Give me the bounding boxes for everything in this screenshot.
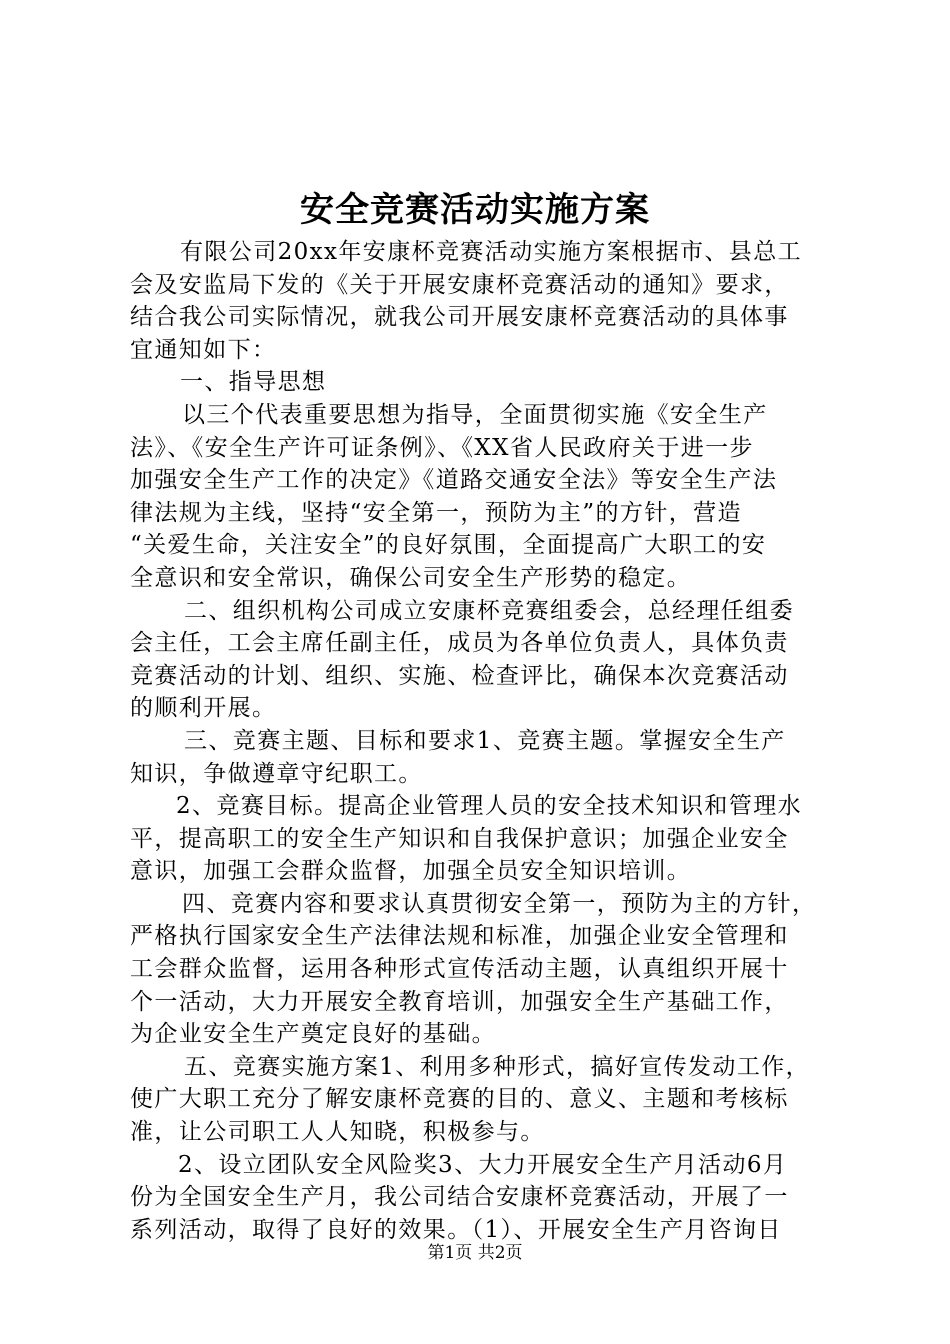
document-body bbox=[130, 236, 834, 1246]
body-line: 四、竞赛内容和要求认真贯彻安全第一，预防为主的方针， bbox=[182, 890, 817, 917]
body-line: 2、设立团队安全风险奖3、大力开展安全生产月活动6月 bbox=[178, 1151, 788, 1178]
body-line: 意识，加强工会群众监督，加强全员安全知识培训。 bbox=[130, 858, 692, 885]
page-footer: 第1页 共2页 bbox=[427, 1243, 523, 1263]
body-line: 宜通知如下： bbox=[130, 336, 277, 363]
body-line: 一、指导思想 bbox=[180, 369, 327, 396]
body-line: 全意识和安全常识，确保公司安全生产形势的稳定。 bbox=[130, 564, 692, 591]
body-line: 竞赛活动的计划、组织、实施、检查评比，确保本次竞赛活动 bbox=[130, 662, 789, 689]
body-line: 三、竞赛主题、目标和要求1、竞赛主题。掌握安全生产 bbox=[184, 727, 786, 754]
body-line: 知识，争做遵章守纪职工。 bbox=[130, 760, 423, 787]
body-line: 以三个代表重要思想为指导，全面贯彻实施《安全生产 bbox=[182, 401, 768, 428]
body-line: 二、组织机构公司成立安康杯竞赛组委会，总经理任组委 bbox=[184, 597, 794, 624]
body-line: 份为全国安全生产月，我公司结合安康杯竞赛活动，开展了一 bbox=[130, 1184, 789, 1211]
body-line: “关爱生命，关注安全”的良好氛围，全面提高广大职工的安 bbox=[130, 532, 767, 559]
body-line: 有限公司20xx年安康杯竞赛活动实施方案根据市、县总工 bbox=[180, 239, 803, 265]
document-title: 安全竞赛活动实施方案 bbox=[300, 190, 650, 230]
body-line: 会主任，工会主席任副主任，成员为各单位负责人，具体负责 bbox=[130, 630, 789, 657]
body-line: 结合我公司实际情况，就我公司开展安康杯竞赛活动的具体事 bbox=[130, 304, 789, 331]
body-line: 的顺利开展。 bbox=[130, 695, 277, 722]
body-line: 系列活动，取得了良好的效果。（1）、开展安全生产月咨询日 bbox=[130, 1216, 782, 1243]
body-line: 律法规为主线，坚持“安全第一，预防为主”的方针，营造 bbox=[130, 499, 742, 526]
body-line: 为企业安全生产奠定良好的基础。 bbox=[130, 1021, 496, 1048]
body-line: 严格执行国家安全生产法律法规和标准，加强企业安全管理和 bbox=[130, 923, 789, 950]
body-line: 准，让公司职工人人知晓，积极参与。 bbox=[130, 1119, 545, 1146]
body-line: 工会群众监督，运用各种形式宣传活动主题，认真组织开展十 bbox=[130, 956, 789, 983]
body-line: 个一活动，大力开展安全教育培训，加强安全生产基础工作， bbox=[130, 988, 789, 1015]
body-line: 2、竞赛目标。提高企业管理人员的安全技术知识和管理水 bbox=[176, 793, 803, 820]
body-line: 法》、《安全生产许可证条例》、《XX省人民政府关于进一步 bbox=[130, 434, 754, 461]
body-line: 五、竞赛实施方案1、利用多种形式，搞好宣传发动工作， bbox=[184, 1053, 811, 1080]
body-line: 会及安监局下发的《关于开展安康杯竞赛活动的通知》要求， bbox=[130, 271, 789, 298]
body-line: 加强安全生产工作的决定》《道路交通安全法》等安全生产法 bbox=[130, 467, 778, 494]
body-line: 使广大职工充分了解安康杯竞赛的目的、意义、主题和考核标 bbox=[130, 1086, 789, 1113]
body-line: 平，提高职工的安全生产知识和自我保护意识；加强企业安全 bbox=[130, 825, 789, 852]
